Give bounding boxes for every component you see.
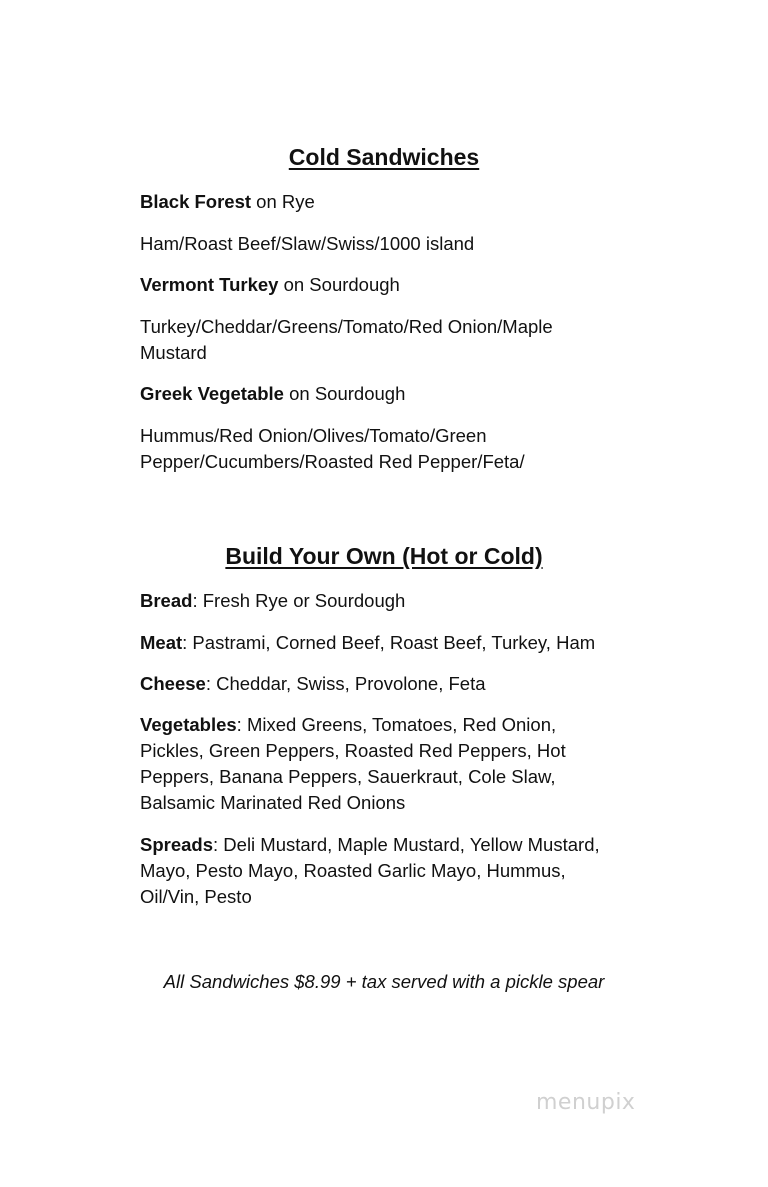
greek-vegetable-ingredients-line-2: Pepper/Cucumbers/Roasted Red Pepper/Feta/ <box>140 451 525 472</box>
vegetables-line-1 <box>140 712 640 738</box>
vegetables-line-4: Balsamic Marinated Red Onions <box>140 792 406 813</box>
greek-vegetable-ingredients-line-1: Hummus/Red Onion/Olives/Tomato/Green <box>140 425 487 446</box>
spreads-options-1: : Deli Mustard, Maple Mustard, Yellow Mustard, <box>213 834 600 855</box>
spreads-line-1 <box>140 832 640 858</box>
price-note: All Sandwiches $8.99 + tax served with a pickle spear <box>163 971 605 992</box>
black-forest-name: Black Forest <box>140 191 252 212</box>
vermont-turkey-name: Vermont Turkey <box>140 274 279 295</box>
cold-sandwiches-heading: Cold Sandwiches <box>288 144 480 170</box>
bread-options: : Fresh Rye or Sourdough <box>192 590 406 611</box>
vermont-turkey-ingredients-line-1: Turkey/Cheddar/Greens/Tomato/Red Onion/Maple <box>140 316 553 337</box>
vermont-turkey-bread: on Sourdough <box>278 274 400 295</box>
black-forest-bread: on Rye <box>251 191 315 212</box>
spreads-line-2: Mayo, Pesto Mayo, Roasted Garlic Mayo, Hummus, <box>140 860 566 881</box>
vermont-turkey-title <box>140 272 640 298</box>
black-forest-title <box>140 189 640 215</box>
spreads-line-3: Oil/Vin, Pesto <box>140 886 252 907</box>
meat-label: Meat <box>140 632 183 653</box>
black-forest-ingredients: Ham/Roast Beef/Slaw/Swiss/1000 island <box>140 233 475 254</box>
spreads-label: Spreads <box>140 834 214 855</box>
cheese-options: : Cheddar, Swiss, Provolone, Feta <box>205 673 486 694</box>
vegetables-line-3: Peppers, Banana Peppers, Sauerkraut, Cole Slaw, <box>140 766 556 787</box>
cheese-label: Cheese <box>140 673 206 694</box>
meat-line <box>140 630 640 656</box>
build-your-own-heading: Build Your Own (Hot or Cold) <box>225 543 543 569</box>
greek-vegetable-bread: on Sourdough <box>283 383 406 404</box>
meat-options: : Pastrami, Corned Beef, Roast Beef, Turkey, Ham <box>182 632 596 653</box>
vegetables-options-1: : Mixed Greens, Tomatoes, Red Onion, <box>236 714 557 735</box>
vegetables-label: Vegetables <box>140 714 237 735</box>
vegetables-line-2: Pickles, Green Peppers, Roasted Red Peppers, Hot <box>140 740 566 761</box>
bread-line <box>140 588 640 614</box>
greek-vegetable-name: Greek Vegetable <box>140 383 284 404</box>
greek-vegetable-title <box>140 381 640 407</box>
vermont-turkey-ingredients-line-2: Mustard <box>140 342 207 363</box>
bread-label: Bread <box>140 590 193 611</box>
cheese-line <box>140 671 640 697</box>
menupix-watermark: menupix <box>536 1090 636 1115</box>
